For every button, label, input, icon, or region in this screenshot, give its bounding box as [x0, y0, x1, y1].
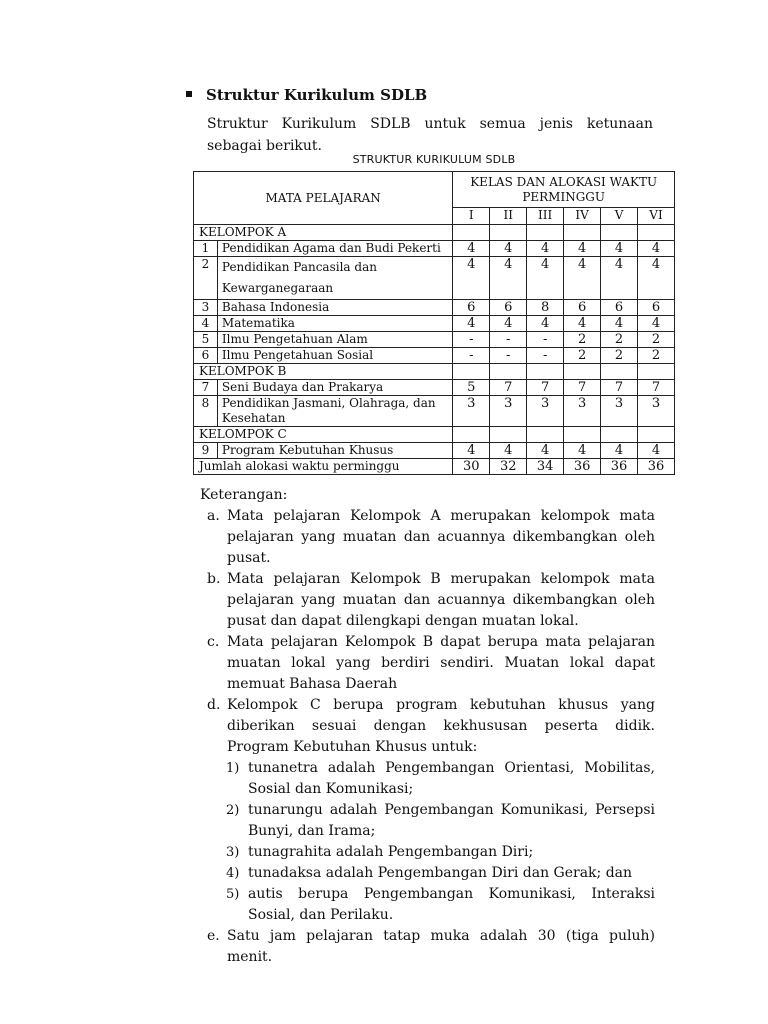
- group-row: [194, 427, 675, 443]
- table-row: 6 Ilmu Pengetahuan Sosial - - - 2 2 2: [194, 348, 675, 364]
- note-item: a. Mata pelajaran Kelompok A merupakan kelompok mata pelajaran yang muatan dan acuannya dikembangkan oleh pusat.: [207, 508, 655, 566]
- note-item: c. Mata pelajaran Kelompok B dapat berupa mata pelajaran muatan lokal yang berdiri sendiri. Muatan lokal dapat memuat Bahasa Daerah: [207, 634, 655, 692]
- sub-note-item: 5) autis berupa Pengembangan Komunikasi, Interaksi Sosial, dan Perilaku.: [226, 886, 655, 923]
- table-row: 8 Pendidikan Jasmani, Olahraga, dan Kesehatan 3 3 3 3 3 3: [194, 396, 675, 427]
- intro-paragraph: Struktur Kurikulum SDLB untuk semua jenis ketunaan sebagai berikut.: [207, 116, 653, 154]
- sub-note-item: 3) tunagrahita adalah Pengembangan Diri;: [226, 844, 534, 860]
- note-item: e. Satu jam pelajaran tatap muka adalah 30 (tiga puluh) menit.: [207, 928, 655, 965]
- group-row: [194, 364, 675, 380]
- notes-title: Keterangan:: [200, 487, 288, 503]
- table-row: 4 Matematika 4 4 4 4 4 4: [194, 316, 675, 332]
- note-item: b. Mata pelajaran Kelompok B merupakan kelompok mata pelajaran yang muatan dan acuannya dikembangkan oleh pusat dan dapat dilengkapi dengan muatan lokal.: [207, 571, 655, 629]
- table-row: 7 Seni Budaya dan Prakarya 5 7 7 7 7 7: [194, 380, 675, 396]
- grade-header: II: [490, 208, 527, 225]
- grade-header: V: [601, 208, 638, 225]
- notes-section: [200, 485, 655, 968]
- sub-note-item: 4) tunadaksa adalah Pengembangan Diri dan Gerak; dan: [226, 865, 633, 881]
- group-row: [194, 225, 675, 241]
- total-row: Jumlah alokasi waktu perminggu 30 32 34 36 36 36: [194, 459, 675, 475]
- table-row: 2 Pendidikan Pancasila dan Kewarganegaraan 4 4 4 4 4 4: [194, 257, 675, 300]
- note-item: d. Kelompok C berupa program kebutuhan khusus yang diberikan sesuai dengan kekhususan peserta didik. Program Kebutuhan Khusus untuk:: [207, 697, 655, 755]
- square-bullet-icon: [186, 91, 192, 97]
- header-allocation: KELAS DAN ALOKASI WAKTU PERMINGGU: [453, 172, 675, 208]
- table-row: 5 Ilmu Pengetahuan Alam - - - 2 2 2: [194, 332, 675, 348]
- curriculum-table: [193, 171, 675, 475]
- grade-header: I: [453, 208, 490, 225]
- grade-header: III: [527, 208, 564, 225]
- table-row: 1 Pendidikan Agama dan Budi Pekerti 4 4 4 4 4 4: [194, 241, 675, 257]
- group-label: KELOMPOK A: [194, 225, 453, 241]
- group-label: KELOMPOK B: [194, 364, 453, 380]
- table-row: 9 Program Kebutuhan Khusus 4 4 4 4 4 4: [194, 443, 675, 459]
- grade-header: VI: [638, 208, 675, 225]
- sub-note-item: 2) tunarungu adalah Pengembangan Komunikasi, Persepsi Bunyi, dan Irama;: [226, 802, 655, 839]
- grade-header: IV: [564, 208, 601, 225]
- header-subject: MATA PELAJARAN: [194, 172, 453, 225]
- table-row: 3 Bahasa Indonesia 6 6 8 6 6 6: [194, 300, 675, 316]
- table-title: STRUKTUR KURIKULUM SDLB: [352, 153, 516, 166]
- section-heading: Struktur Kurikulum SDLB: [186, 86, 427, 104]
- total-label: Jumlah alokasi waktu perminggu: [194, 459, 453, 475]
- sub-note-item: 1) tunanetra adalah Pengembangan Orientasi, Mobilitas, Sosial dan Komunikasi;: [226, 760, 655, 797]
- group-label: KELOMPOK C: [194, 427, 453, 443]
